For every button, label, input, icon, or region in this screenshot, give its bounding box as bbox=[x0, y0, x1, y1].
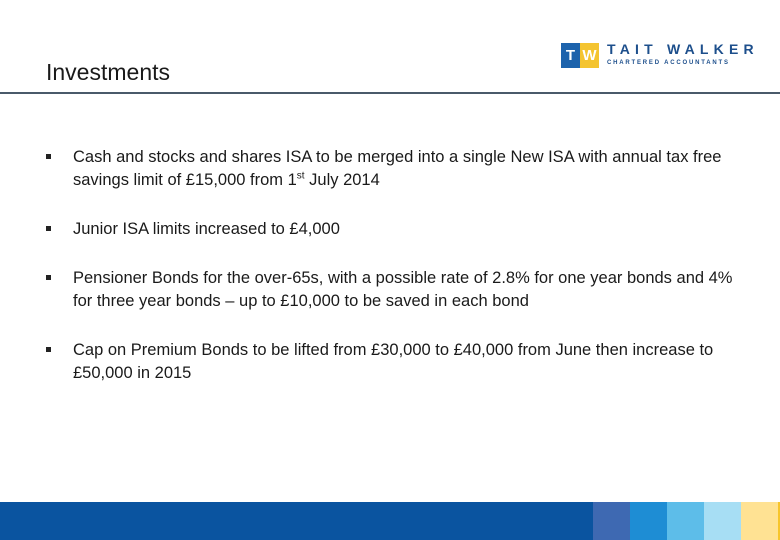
logo-subtitle: CHARTERED ACCOUNTANTS bbox=[607, 60, 730, 66]
square-bullet-icon bbox=[46, 226, 51, 231]
header-divider bbox=[0, 92, 780, 94]
logo-name: TAIT WALKER bbox=[607, 41, 759, 57]
logo-letter-t: T bbox=[561, 43, 580, 68]
bullet-item-junior-isa bbox=[46, 218, 756, 241]
footer-block bbox=[630, 502, 667, 540]
footer-block bbox=[667, 502, 704, 540]
square-bullet-icon bbox=[46, 347, 51, 352]
slide-title: Investments bbox=[46, 59, 170, 86]
bullet-text: Cap on Premium Bonds to be lifted from £30,000 to £40,000 from June then increase to £50,000 in 2015 bbox=[73, 341, 714, 382]
tait-walker-logo bbox=[561, 43, 776, 69]
bullet-text-end: July 2014 bbox=[304, 171, 380, 189]
logo-letter-w: W bbox=[580, 43, 599, 68]
bullet-list bbox=[46, 146, 756, 411]
footer-block bbox=[593, 502, 630, 540]
square-bullet-icon bbox=[46, 154, 51, 159]
bullet-item-pensioner-bonds bbox=[46, 267, 756, 313]
bullet-item-new-isa bbox=[46, 146, 756, 192]
footer-block bbox=[704, 502, 741, 540]
bullet-text: Junior ISA limits increased to £4,000 bbox=[73, 220, 340, 238]
bullet-text: Cash and stocks and shares ISA to be merged into a single New ISA with annual tax free savings limit of £15,000 from 1 bbox=[73, 148, 722, 189]
square-bullet-icon bbox=[46, 275, 51, 280]
footer-block bbox=[741, 502, 778, 540]
bullet-item-premium-bonds bbox=[46, 339, 756, 385]
footer-main-band bbox=[0, 502, 593, 540]
footer-color-bar bbox=[0, 502, 780, 540]
ordinal-suffix: st bbox=[296, 170, 305, 182]
bullet-text: Pensioner Bonds for the over-65s, with a possible rate of 2.8% for one year bonds and 4% for three year bonds – up to £10,000 to be saved in each bond bbox=[73, 269, 733, 310]
